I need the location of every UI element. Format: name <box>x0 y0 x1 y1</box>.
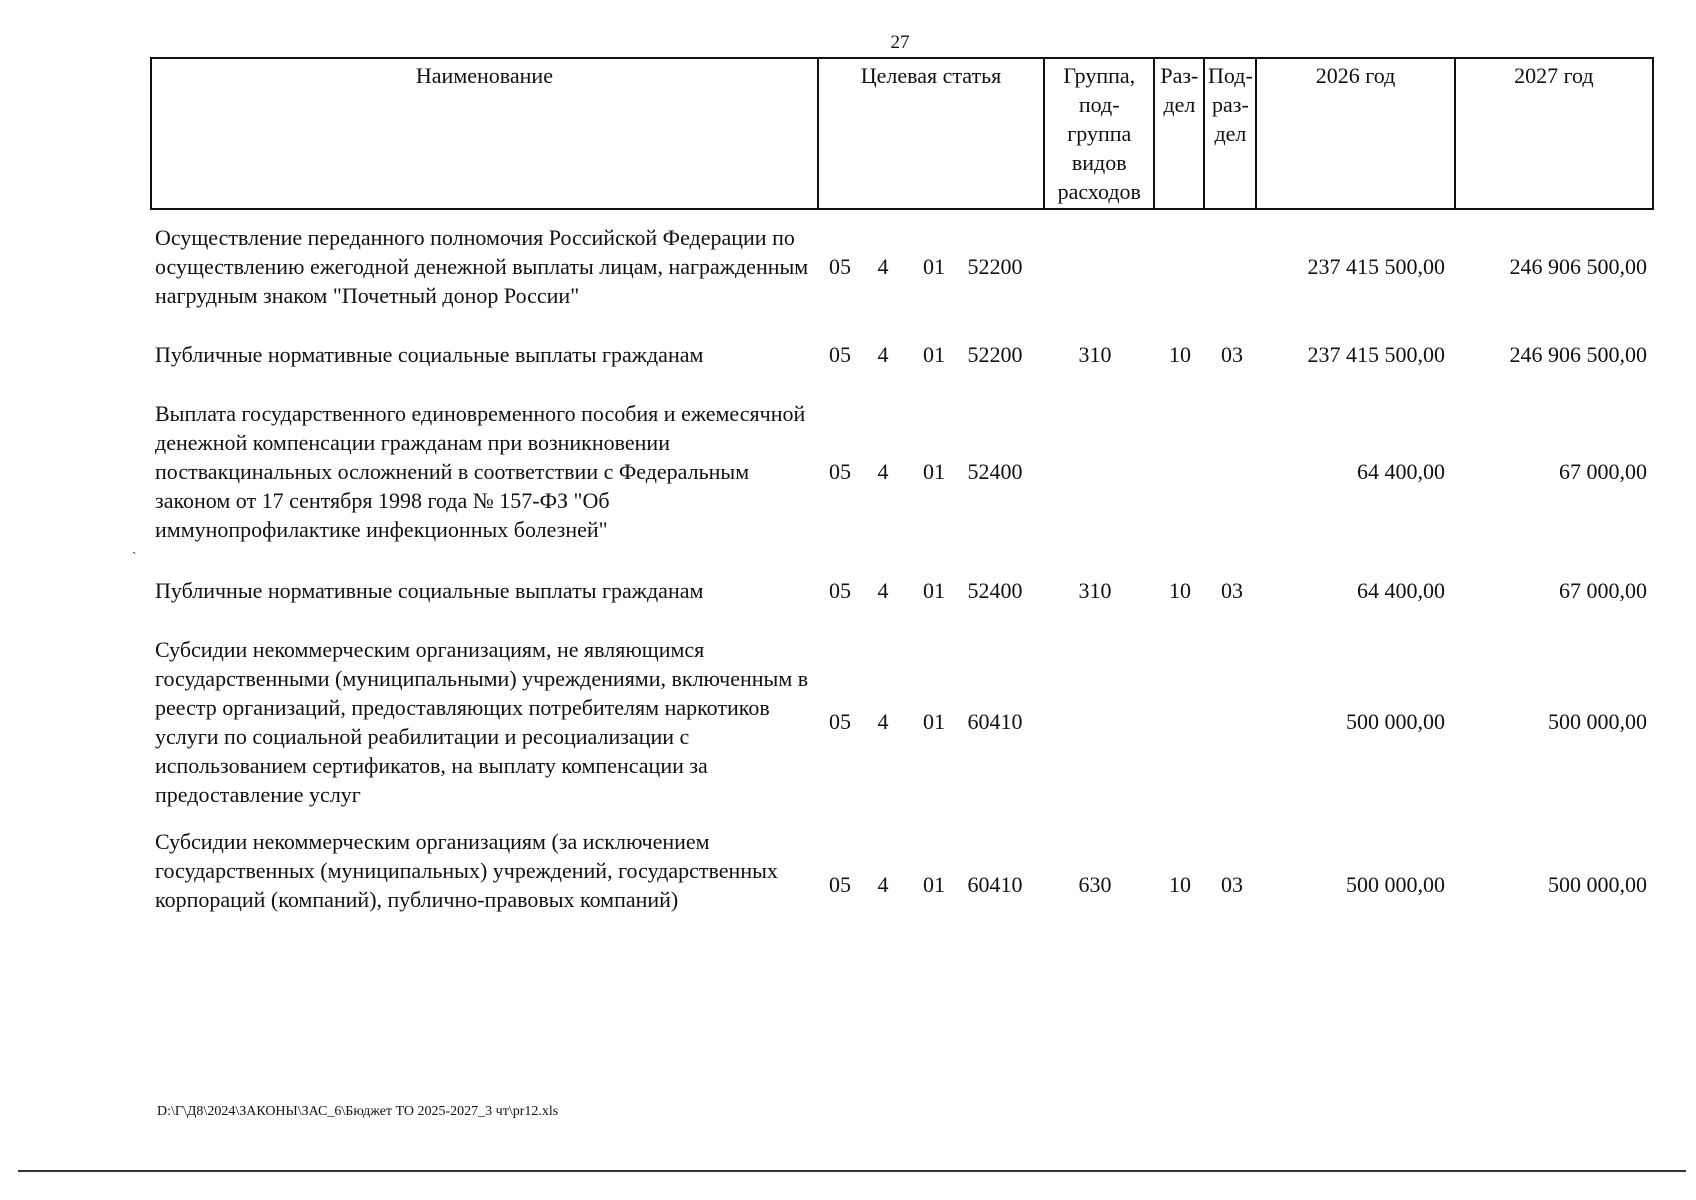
scan-speck: ˎ <box>132 540 137 555</box>
header-target-article: Целевая статья <box>818 58 1044 209</box>
row-2027: 500 000,00 <box>1548 872 1647 897</box>
header-name: Наименование <box>151 58 818 209</box>
row-razdel: 10 <box>1169 872 1191 897</box>
row-2026: 500 000,00 <box>1346 872 1445 897</box>
row-cs2: 4 <box>877 459 889 484</box>
row-razdel: 10 <box>1169 342 1191 367</box>
row-2027: 500 000,00 <box>1548 709 1647 734</box>
row-cs2: 4 <box>877 578 889 603</box>
row-2026: 237 415 500,00 <box>1307 342 1445 367</box>
file-path: D:\Г\Д8\2024\ЗАКОНЫ\ЗАС_6\Бюджет ТО 2025-2027_3 чт\pr12.xls <box>157 1104 559 1119</box>
header-year-2027: 2027 год <box>1455 58 1653 209</box>
row-group: 310 <box>1078 342 1112 367</box>
row-cs1: 05 <box>829 709 851 734</box>
row-2026: 64 400,00 <box>1357 578 1445 603</box>
row-cs3: 01 <box>923 342 945 367</box>
row-cs4: 52200 <box>967 342 1023 367</box>
row-cs1: 05 <box>829 459 851 484</box>
row-cs4: 60410 <box>967 709 1023 734</box>
row-name: Выплата государственного единовременного пособия и ежемесячной денежной компенсации гражданам при возникновении поствакцинальных осложнений в соответствии с Федеральным законом от 17 сентября 1998 года № 157-ФЗ "Об иммунопрофилактике инфекционных болезней" <box>155 401 806 542</box>
page-number: 27 <box>890 32 910 53</box>
row-cs1: 05 <box>829 578 851 603</box>
row-cs3: 01 <box>923 872 945 897</box>
row-name: Субсидии некоммерческим организациям (за исключением государственных (муниципальных) учреждений, государственных корпораций (компаний), публично-правовых компаний) <box>155 829 778 912</box>
row-2026: 500 000,00 <box>1346 709 1445 734</box>
row-podrazdel: 03 <box>1221 578 1243 603</box>
row-cs3: 01 <box>923 254 945 279</box>
table-header <box>150 57 1654 210</box>
row-cs2: 4 <box>877 872 889 897</box>
row-cs1: 05 <box>829 872 851 897</box>
row-cs3: 01 <box>923 459 945 484</box>
header-year-2026: 2026 год <box>1256 58 1454 209</box>
row-2027: 67 000,00 <box>1559 578 1647 603</box>
row-2027: 246 906 500,00 <box>1509 342 1647 367</box>
row-2027: 67 000,00 <box>1559 459 1647 484</box>
row-cs4: 52200 <box>967 254 1023 279</box>
row-cs2: 4 <box>877 342 889 367</box>
row-cs4: 52400 <box>967 459 1023 484</box>
bottom-rule <box>18 1170 1686 1172</box>
row-cs1: 05 <box>829 254 851 279</box>
row-cs3: 01 <box>923 578 945 603</box>
row-cs3: 01 <box>923 709 945 734</box>
row-name: Субсидии некоммерческим организациям, не являющимся государственными (муниципальными) учреждениями, включенным в реестр организаций, предоставляющих потребителям наркотиков услуги по социальной реабилитации и ресоциализации с использованием сертификатов, на выплату компенсации за предоставление услуг <box>155 637 809 807</box>
row-2027: 246 906 500,00 <box>1509 254 1647 279</box>
header-expense-group: Группа, под- группа видов расходов <box>1044 58 1154 209</box>
header-razdel: Раз- дел <box>1154 58 1204 209</box>
row-group: 630 <box>1078 872 1112 897</box>
row-cs4: 52400 <box>967 578 1023 603</box>
row-cs1: 05 <box>829 342 851 367</box>
row-cs2: 4 <box>877 254 889 279</box>
row-group: 310 <box>1078 578 1112 603</box>
row-2026: 64 400,00 <box>1357 459 1445 484</box>
row-podrazdel: 03 <box>1221 342 1243 367</box>
row-cs2: 4 <box>877 709 889 734</box>
row-name: Публичные нормативные социальные выплаты гражданам <box>155 342 704 367</box>
row-name: Публичные нормативные социальные выплаты гражданам <box>155 578 704 603</box>
row-cs4: 60410 <box>967 872 1023 897</box>
header-podrazdel: Под- раз- дел <box>1204 58 1256 209</box>
row-2026: 237 415 500,00 <box>1307 254 1445 279</box>
row-name: Осуществление переданного полномочия Российской Федерации по осуществлению ежегодной денежной выплаты лицам, награжденным нагрудным знаком "Почетный донор России" <box>155 225 809 308</box>
row-podrazdel: 03 <box>1221 872 1243 897</box>
row-razdel: 10 <box>1169 578 1191 603</box>
